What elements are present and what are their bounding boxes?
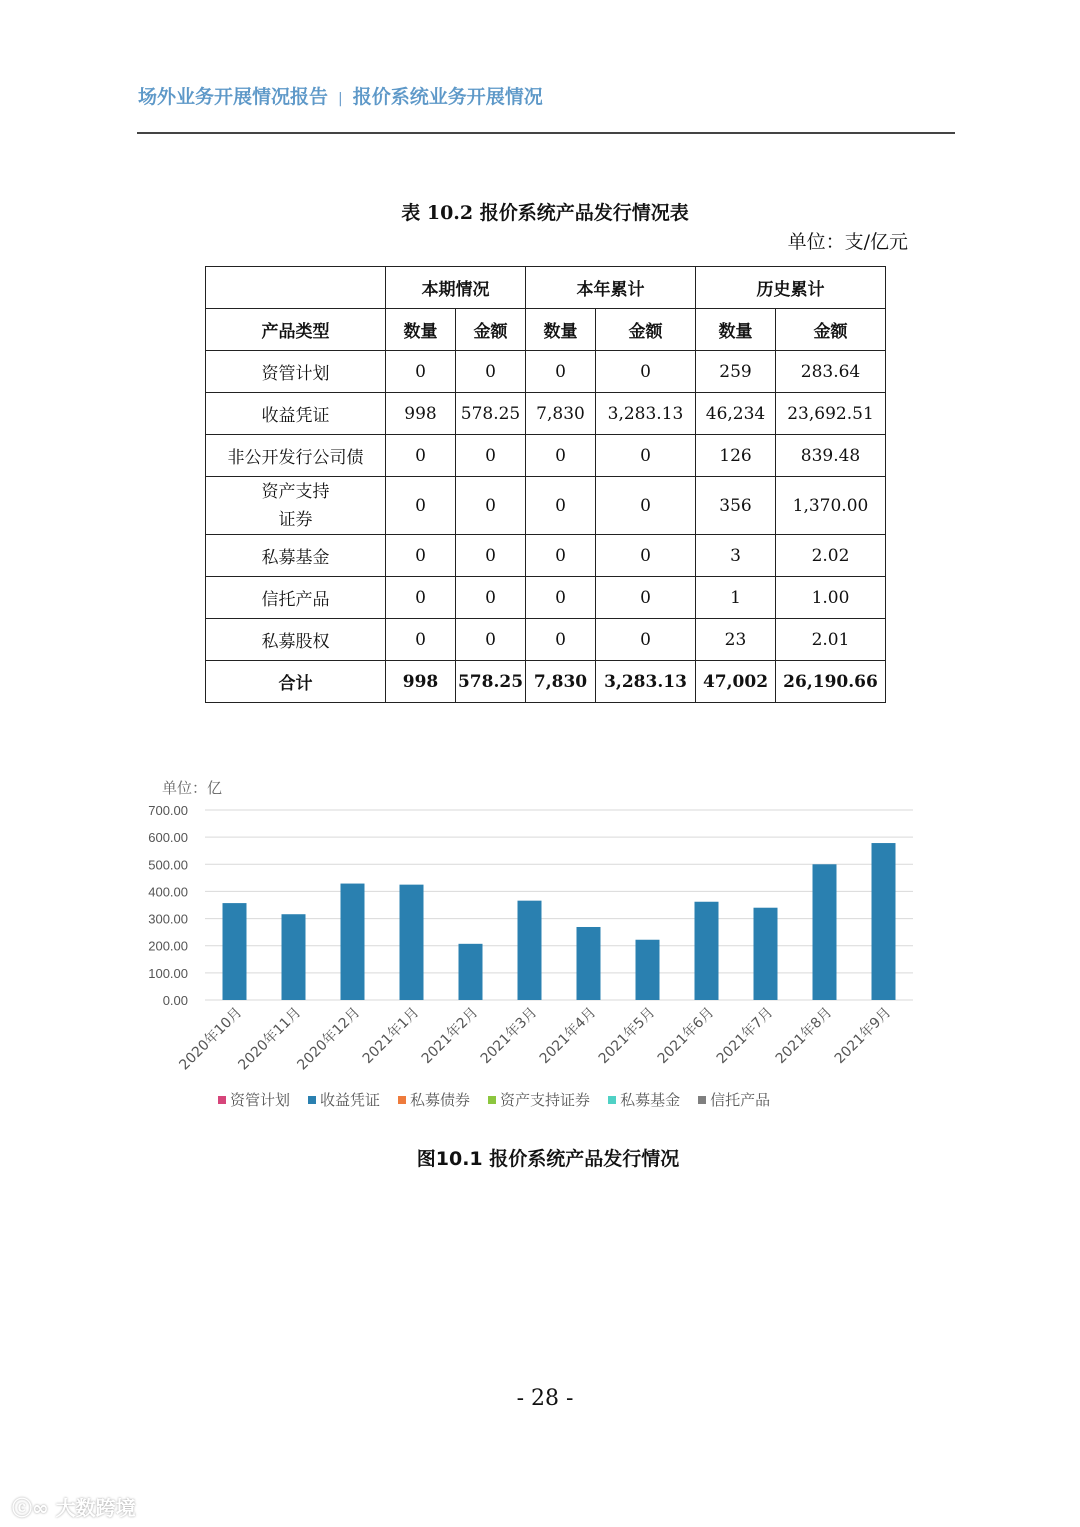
value-cell: 0 — [526, 351, 596, 393]
bar — [695, 902, 719, 1000]
product-type-cell: 私募基金 — [206, 535, 386, 577]
header-report-title: 场外业务开展情况报告 — [138, 86, 329, 108]
value-cell: 0 — [456, 577, 526, 619]
sub-header: 数量 — [386, 309, 456, 351]
value-cell: 0 — [596, 477, 696, 535]
value-cell: 0 — [526, 477, 596, 535]
sub-header: 数量 — [526, 309, 596, 351]
x-tick-label: 2020年10月 — [176, 1004, 246, 1074]
legend-item — [698, 1089, 770, 1110]
bar — [754, 908, 778, 1000]
bar — [872, 843, 896, 1000]
value-cell: 0 — [386, 435, 456, 477]
x-tick-label: 2021年1月 — [359, 1004, 423, 1068]
bar — [813, 864, 837, 1000]
value-cell: 46,234 — [696, 393, 776, 435]
value-cell: 23 — [696, 619, 776, 661]
product-type-cell: 私募股权 — [206, 619, 386, 661]
sub-header: 金额 — [596, 309, 696, 351]
legend-item — [398, 1089, 470, 1110]
header-separator: | — [338, 91, 343, 107]
sub-header: 数量 — [696, 309, 776, 351]
y-tick-label: 0.00 — [162, 993, 188, 1008]
value-cell: 1.00 — [776, 577, 886, 619]
product-type-cell: 收益凭证 — [206, 393, 386, 435]
header-section-title: 报价系统业务开展情况 — [352, 86, 543, 108]
bar — [459, 944, 483, 1000]
legend-swatch — [308, 1096, 316, 1104]
value-cell: 7,830 — [526, 393, 596, 435]
y-tick-label: 700.00 — [148, 803, 188, 818]
value-cell: 0 — [596, 535, 696, 577]
product-type-cell: 非公开发行公司债 — [206, 435, 386, 477]
legend-item — [608, 1089, 680, 1110]
bar — [518, 901, 542, 1000]
value-cell: 2.01 — [776, 619, 886, 661]
bar — [636, 940, 660, 1000]
value-cell: 23,692.51 — [776, 393, 886, 435]
x-tick-label: 2021年8月 — [772, 1004, 836, 1068]
legend-swatch — [218, 1096, 226, 1104]
value-cell: 3,283.13 — [596, 393, 696, 435]
value-cell: 2.02 — [776, 535, 886, 577]
value-cell: 0 — [526, 435, 596, 477]
total-value: 47,002 — [696, 661, 776, 703]
value-cell: 126 — [696, 435, 776, 477]
value-cell: 0 — [596, 435, 696, 477]
y-tick-label: 600.00 — [148, 830, 188, 846]
value-cell: 998 — [386, 393, 456, 435]
table-title: 表 10.2 报价系统产品发行情况表 — [401, 202, 689, 224]
total-value: 998 — [386, 661, 456, 703]
page-number: - 28 - — [516, 1386, 574, 1411]
value-cell: 0 — [386, 535, 456, 577]
value-cell: 0 — [386, 477, 456, 535]
legend-item — [308, 1089, 380, 1110]
value-cell: 578.25 — [456, 393, 526, 435]
total-value: 578.25 — [456, 661, 526, 703]
x-tick-label: 2021年3月 — [477, 1004, 541, 1068]
group-header: 本年累计 — [526, 267, 696, 309]
value-cell: 283.64 — [776, 351, 886, 393]
total-value: 3,283.13 — [596, 661, 696, 703]
value-cell: 0 — [386, 619, 456, 661]
bar — [223, 903, 247, 1000]
legend-swatch — [698, 1096, 706, 1104]
bar — [282, 914, 306, 1000]
group-header: 历史累计 — [696, 267, 886, 309]
sub-header: 金额 — [456, 309, 526, 351]
x-tick-label: 2021年7月 — [713, 1004, 777, 1068]
total-label: 合计 — [206, 661, 386, 703]
y-tick-label: 300.00 — [148, 911, 188, 927]
value-cell: 0 — [456, 477, 526, 535]
value-cell: 0 — [456, 535, 526, 577]
table-unit: 单位：支/亿元 — [787, 231, 908, 253]
bar — [400, 885, 424, 1000]
watermark-logo: ⓒ∞ 大数跨境 — [12, 1496, 136, 1520]
legend-swatch — [398, 1096, 406, 1104]
value-cell: 356 — [696, 477, 776, 535]
total-value: 7,830 — [526, 661, 596, 703]
y-tick-label: 400.00 — [148, 884, 188, 900]
value-cell: 0 — [386, 577, 456, 619]
value-cell: 0 — [456, 619, 526, 661]
value-cell: 0 — [596, 351, 696, 393]
product-type-cell: 资产支持证券 — [206, 477, 386, 535]
value-cell: 0 — [526, 535, 596, 577]
sub-header: 产品类型 — [206, 309, 386, 351]
legend-label: 资管计划 — [230, 1091, 291, 1109]
value-cell: 3 — [696, 535, 776, 577]
x-tick-label: 2020年12月 — [294, 1004, 364, 1074]
x-tick-label: 2020年11月 — [235, 1004, 305, 1074]
bar — [341, 884, 365, 1000]
value-cell: 0 — [526, 577, 596, 619]
value-cell: 259 — [696, 351, 776, 393]
x-tick-label: 2021年4月 — [536, 1004, 600, 1068]
value-cell: 0 — [596, 577, 696, 619]
legend-label: 私募基金 — [620, 1091, 681, 1109]
sub-header: 金额 — [776, 309, 886, 351]
total-value: 26,190.66 — [776, 661, 886, 703]
legend-label: 信托产品 — [710, 1091, 771, 1109]
legend-item — [488, 1089, 590, 1110]
value-cell: 1 — [696, 577, 776, 619]
y-tick-label: 200.00 — [148, 938, 188, 954]
y-tick-label: 100.00 — [148, 965, 188, 981]
value-cell: 0 — [526, 619, 596, 661]
figure-caption: 图10.1 报价系统产品发行情况 — [416, 1148, 680, 1170]
product-type-cell: 资管计划 — [206, 351, 386, 393]
group-header: 本期情况 — [386, 267, 526, 309]
value-cell: 0 — [596, 619, 696, 661]
x-tick-label: 2021年5月 — [595, 1004, 659, 1068]
x-tick-label: 2021年6月 — [654, 1004, 718, 1068]
y-tick-label: 500.00 — [148, 857, 188, 873]
legend-swatch — [608, 1096, 616, 1104]
legend-label: 私募债券 — [410, 1091, 471, 1109]
legend-label: 收益凭证 — [320, 1091, 381, 1109]
x-tick-label: 2021年2月 — [418, 1004, 482, 1068]
value-cell: 0 — [386, 351, 456, 393]
value-cell: 0 — [456, 351, 526, 393]
legend-label: 资产支持证券 — [500, 1091, 591, 1109]
chart-legend — [218, 1089, 788, 1110]
x-tick-label: 2021年9月 — [831, 1004, 895, 1068]
value-cell: 0 — [456, 435, 526, 477]
y-axis-unit: 单位：亿 — [162, 779, 223, 797]
value-cell: 839.48 — [776, 435, 886, 477]
legend-swatch — [488, 1096, 496, 1104]
legend-item — [218, 1089, 290, 1110]
value-cell: 1,370.00 — [776, 477, 886, 535]
bar — [577, 927, 601, 1000]
product-type-cell: 信托产品 — [206, 577, 386, 619]
